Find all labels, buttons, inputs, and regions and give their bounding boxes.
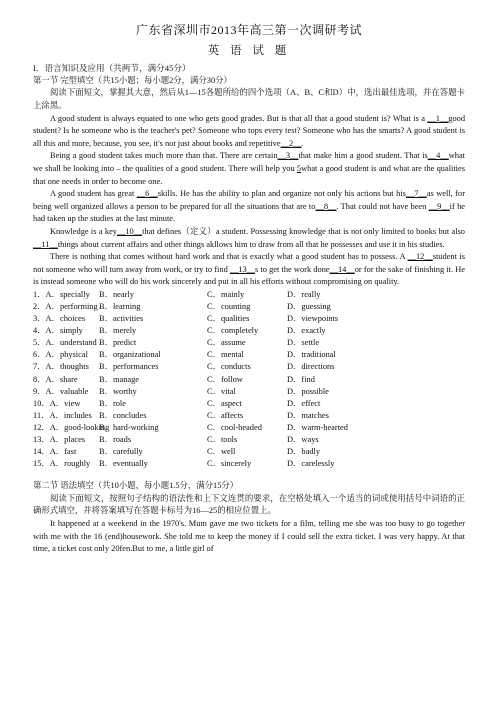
option-choice: B．role [99, 398, 126, 408]
blank: 5 [296, 163, 302, 173]
option-choice: D．ways [287, 435, 319, 444]
option-choice: 1．A．specially [33, 289, 90, 299]
passage-text: A good student has great [50, 189, 137, 199]
passage-text: good student? Is he someone who is the teacher's pet? Someone who tops every test? Someone who has the smarts? A good student is all this and more, because, you see, it's not just about books and repetitive [33, 113, 465, 148]
option-row [33, 313, 465, 325]
option-choice: D．possible [287, 386, 329, 396]
passage-text: what a good student is and what are the qualities that one needs in order to become one. [33, 163, 465, 186]
option-choice: 5．A．understand [33, 338, 97, 348]
blank: __10__ [116, 226, 143, 236]
option-choice: D．badly [287, 447, 321, 457]
option-choice: B．carefully [99, 447, 143, 457]
option-choice: D．viewpoints [287, 314, 339, 324]
option-choice: 12．A．good-looking [33, 422, 110, 432]
option-choice: D．settle [287, 338, 320, 348]
option-choice: 2．A．performing [33, 301, 98, 311]
passage-paragraph [33, 188, 465, 226]
option-choice: 9．A．valuable [33, 386, 89, 396]
option-choice: D．traditional [287, 350, 336, 360]
option-row [33, 386, 465, 398]
passage-text: as well, for being well organized allows a person to be prepared for all the situations that are to [33, 189, 466, 211]
section2-heading: 第二节 语法填空（共10小题，每小题1.5分，满分15分） [33, 481, 239, 491]
option-choice: C．mainly [207, 289, 245, 299]
option-choice: C．vital [207, 386, 236, 396]
passage-paragraph [33, 113, 465, 151]
passage-text: skills. He has the ability to plan and organize not only his actions but his [157, 189, 406, 199]
option-choice: 14．A．fast [33, 447, 77, 457]
blank: __4__ [427, 151, 449, 161]
option-choice: B．hard-working [99, 422, 159, 432]
option-choice: C．conducts [207, 362, 251, 372]
option-row [33, 361, 465, 373]
option-choice: C．qualities [207, 314, 250, 324]
option-choice: B．eventually [99, 459, 148, 469]
option-choice: B．roads [99, 435, 132, 444]
options-list [33, 289, 465, 470]
passage-text: . [301, 138, 304, 148]
option-choice: 10．A．view [33, 398, 81, 408]
blank: __11__ [33, 239, 58, 249]
blank: __1__ [427, 113, 449, 123]
option-choice: D．guessing [287, 301, 331, 311]
option-row [33, 410, 465, 422]
option-row [33, 398, 465, 410]
option-choice: 15．A．roughly [33, 459, 91, 469]
option-choice: B．concludes [99, 410, 147, 420]
option-choice: B．learning [99, 301, 141, 311]
option-choice: D．find [287, 374, 315, 384]
option-choice: C．well [207, 447, 236, 457]
passage-paragraph [33, 150, 465, 188]
passage-text: s to get the work done [255, 264, 330, 274]
option-choice: D．really [287, 289, 321, 299]
exam-page [33, 24, 465, 556]
passage-text: that make him a good student. That is [298, 151, 428, 161]
option-choice: 11．A．includes [33, 410, 92, 420]
option-choice: C．affects [207, 410, 244, 420]
blank: __7__ [405, 189, 427, 199]
passage-text: student is not someone who will turn away from work, or try to find [33, 252, 465, 274]
option-row [33, 325, 465, 337]
passage-text: that defines（定义）a student. Possessing knowledge that is not only limited to books but also [142, 226, 465, 236]
passage-text: what we shall be looking into – the qualities of a good student. There will help you [33, 151, 466, 173]
option-row [33, 458, 465, 470]
option-row [33, 289, 465, 301]
option-choice: C．sincerely [207, 459, 252, 469]
passage-text: Knowledge is a key [50, 226, 117, 236]
section1-heading: 第一节 完型填空（共15小题；每小题2分，满分30分） [33, 75, 232, 85]
blank: __12__ [407, 252, 433, 262]
blank: __9__ [428, 201, 450, 211]
option-row [33, 434, 465, 446]
option-row [33, 349, 465, 361]
option-row [33, 446, 465, 458]
option-choice: B．performances [99, 362, 159, 372]
blank: __2__ [280, 138, 302, 148]
option-choice: D．matches [287, 410, 329, 420]
option-choice: 6．A．physical [33, 350, 88, 360]
option-choice: D．warm-hearted [287, 422, 348, 432]
option-choice: B．activities [99, 314, 144, 324]
subject-title: 英 语 试 题 [207, 44, 291, 57]
blank: __8__ [315, 201, 337, 211]
passage-text: if he had taken up the studies at the last minute. [33, 201, 465, 224]
option-row [33, 337, 465, 349]
option-choice: D．carelessly [287, 459, 335, 469]
option-choice: C．aspect [207, 398, 242, 408]
section2-instructions: 阅读下面短文，按照句子结构的语法性和上下文连贯的要求，在空格处填入一个适当的词或使用括号中词语的正确形式填空，并将答案填写在答题卡标号为16—25的相应位置上。 [33, 493, 465, 516]
option-choice: D．directions [287, 362, 335, 372]
option-choice: C．completely [207, 326, 259, 336]
passage-text: Being a good student takes much more than that. There are certain [50, 151, 278, 161]
option-choice: 13．A．places [33, 435, 86, 444]
blank: __14__ [329, 264, 355, 274]
option-choice: C．tools [207, 435, 238, 444]
blank: __3__ [277, 151, 299, 161]
part-heading: I．语言知识及应用（共两节，满分45分） [33, 63, 191, 74]
passage-text: There is nothing that comes without hard work and that is exactly what a good student has to possess. A [50, 252, 408, 262]
option-choice: B．manage [99, 374, 140, 384]
option-choice: B．merely [99, 326, 137, 336]
option-choice: C．mental [207, 350, 244, 360]
option-choice: D．exactly [287, 326, 326, 336]
option-choice: B．organizational [99, 350, 161, 360]
passage-paragraph [33, 251, 465, 289]
option-choice: D．effect [287, 398, 321, 408]
option-choice: C．assume [207, 338, 246, 348]
section1-instructions: 阅读下面短文，掌握其大意，然后从1—15各题所给的四个选项（A、B、C和D）中，选出最佳选项，并在答题卡上涂黑。 [33, 88, 465, 110]
exam-title: 广东省深圳市2013年高三第一次调研考试 [135, 23, 362, 37]
blank: __13__ [229, 264, 256, 274]
blank: __6__ [136, 189, 158, 199]
option-choice: 7．A．thoughts [33, 362, 89, 372]
option-choice: C．counting [207, 301, 251, 311]
option-row [33, 422, 465, 434]
option-choice: 8．A．share [33, 374, 78, 384]
option-row [33, 301, 465, 313]
passage-text: things about current affairs and other things akllows him to draw from all that he possesses and use it in his studies. [57, 239, 445, 249]
option-choice: C．cool-headed [207, 422, 262, 432]
passage-paragraph [33, 226, 465, 251]
passage-text: . That could not have been [336, 201, 429, 211]
cloze-passage [33, 113, 465, 289]
grammar-passage: It happened at a weekend in the 1970's. Mum gave me two tickets for a film, telling me she was too busy to go together with me with the 16 (end)housework. She told me to keep the money if I could sell the extra ticket. I was very happy. At that time, a ticket cost only 20fen.But to me, a little girl of [33, 519, 465, 554]
option-choice: B．worthy [99, 386, 137, 396]
option-choice: B．nearly [99, 289, 134, 299]
option-choice: B．predict [99, 338, 137, 348]
option-choice: 3．A．choices [33, 314, 86, 324]
passage-text: A good student is always equated to one who gets good grades. But is that all that a good student is? What is a [50, 113, 428, 123]
option-choice: C．follow [207, 374, 243, 384]
option-row [33, 374, 465, 386]
option-choice: 4．A．simply [33, 326, 83, 336]
passage-text: or for the sake of finishing it. He is instead someone who will do his work sincerely and put in all his efforts without compromising on quality. [33, 264, 465, 287]
